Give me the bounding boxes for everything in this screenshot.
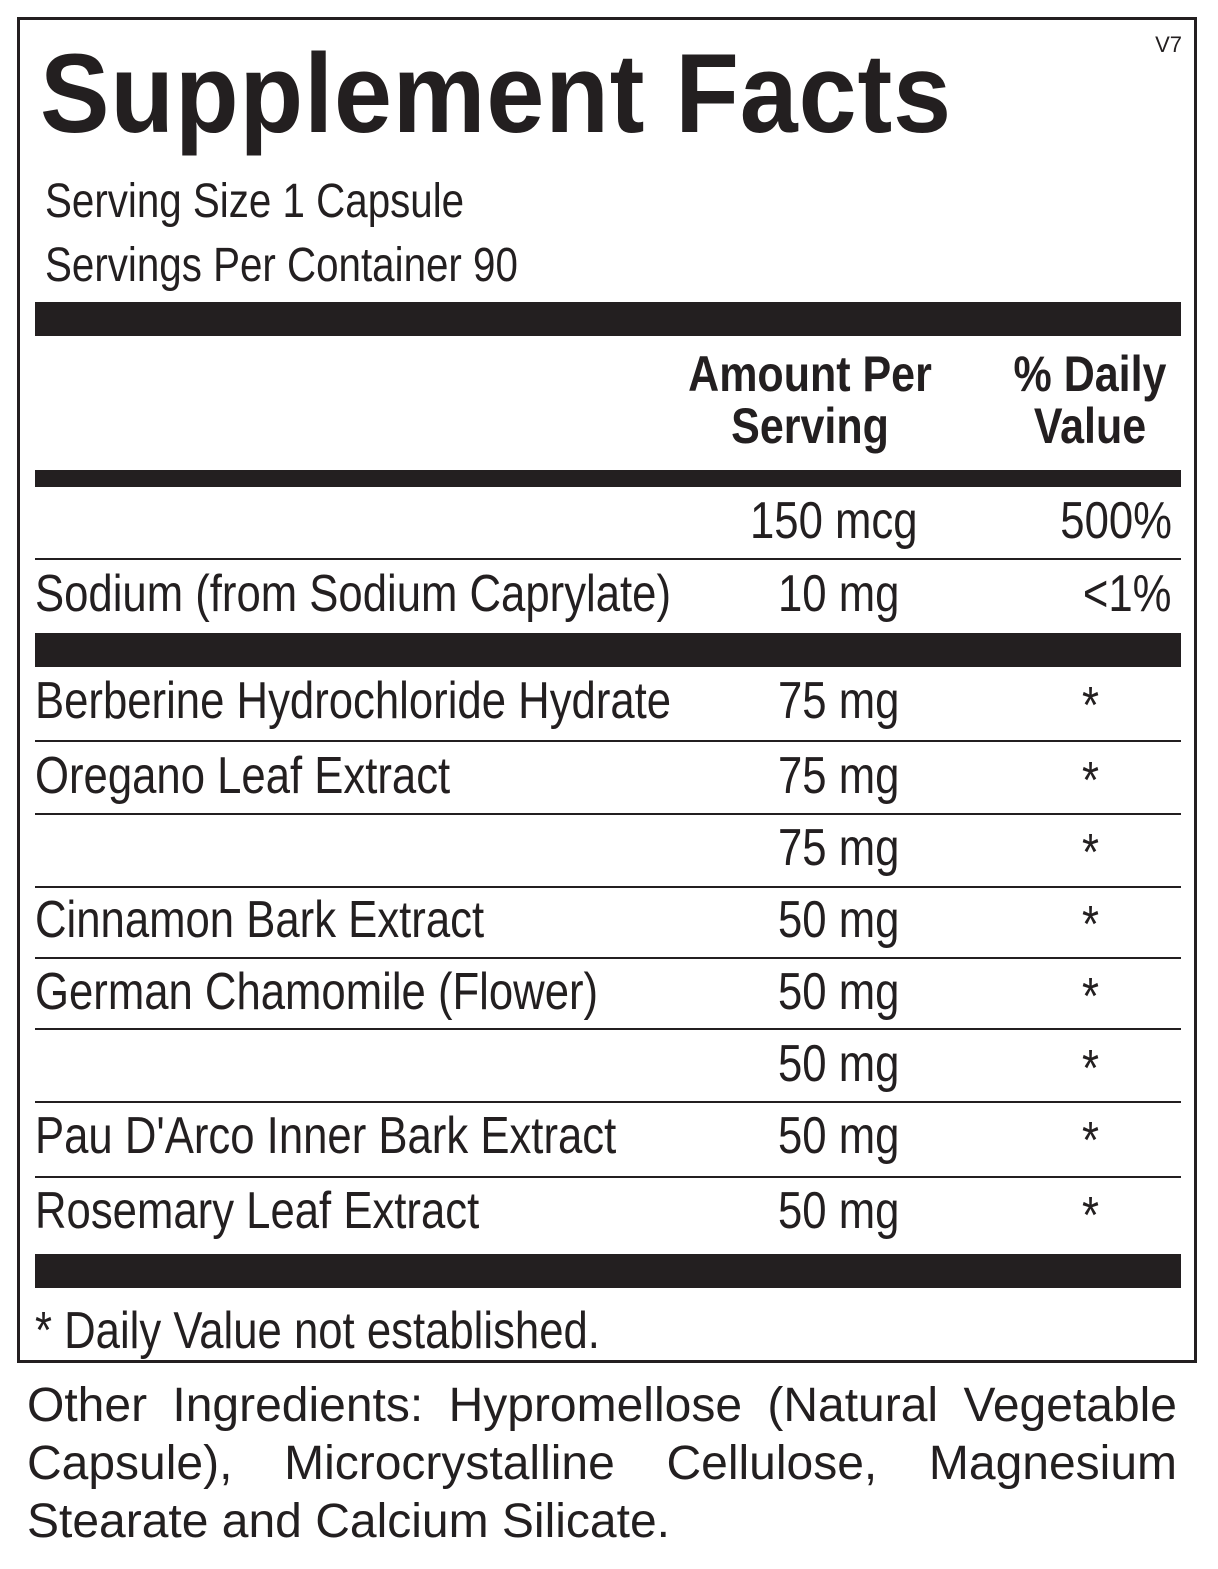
ingredient-name: Oregano Leaf Extract <box>35 747 451 805</box>
daily-value-footnote: * Daily Value not established. <box>35 1302 600 1360</box>
thick-divider-bottom <box>35 1254 1181 1288</box>
serving-size: Serving Size 1 Capsule <box>45 175 465 228</box>
ingredient-daily-value: * <box>1082 824 1100 882</box>
ingredient-daily-value: * <box>1082 968 1100 1026</box>
ingredient-daily-value: * <box>1082 1112 1100 1170</box>
ingredient-name: Rosemary Leaf Extract <box>35 1182 480 1240</box>
other-ingredients: Other Ingredients: Hypromellose (Natural Vegetable Capsule), Microcrystalline Cellulose, Magnesium Stearate and Calcium Silicate. <box>27 1379 1177 1548</box>
ingredient-name: German Chamomile (Flower) <box>35 963 599 1021</box>
panel-title: Supplement Facts <box>40 31 952 156</box>
nutrient-amount: 10 mg <box>778 565 900 623</box>
servings-per-container: Servings Per Container 90 <box>45 239 518 292</box>
thick-divider-middle <box>35 633 1181 667</box>
ingredient-daily-value: * <box>1082 752 1100 810</box>
nutrient-daily-value: 500% <box>1060 492 1172 550</box>
ingredient-amount: 50 mg <box>778 963 900 1021</box>
ingredient-amount: 75 mg <box>778 819 900 877</box>
row-divider <box>35 740 1181 742</box>
amount-header-line1: Amount Per <box>688 346 932 402</box>
ingredient-amount: 50 mg <box>778 1035 900 1093</box>
ingredient-amount: 50 mg <box>778 1107 900 1165</box>
row-divider <box>35 558 1181 560</box>
version-code: V7 <box>1155 32 1182 57</box>
ingredient-amount: 75 mg <box>778 747 900 805</box>
ingredient-daily-value: * <box>1082 896 1100 954</box>
row-divider <box>35 1176 1181 1178</box>
dv-header-line1: % Daily <box>1013 346 1167 402</box>
row-divider <box>35 957 1181 959</box>
nutrient-daily-value: <1% <box>1083 565 1172 623</box>
ingredient-daily-value: * <box>1082 1187 1100 1245</box>
nutrient-name: Sodium (from Sodium Caprylate) <box>35 565 672 623</box>
nutrient-amount: 150 mcg <box>750 492 918 550</box>
thick-divider-top <box>35 302 1181 336</box>
daily-value-header <box>1004 348 1176 452</box>
ingredient-amount: 50 mg <box>778 891 900 949</box>
ingredient-name: Pau D'Arco Inner Bark Extract <box>35 1107 617 1165</box>
row-divider <box>35 813 1181 815</box>
ingredient-amount: 50 mg <box>778 1182 900 1240</box>
supplement-facts-panel <box>17 17 1197 1363</box>
ingredient-name: Cinnamon Bark Extract <box>35 891 485 949</box>
ingredient-amount: 75 mg <box>778 672 900 730</box>
ingredient-name: Berberine Hydrochloride Hydrate <box>35 672 672 730</box>
dv-header-line2: Value <box>1033 398 1147 454</box>
ingredient-daily-value: * <box>1082 1040 1100 1098</box>
row-divider <box>35 886 1181 888</box>
row-divider <box>35 1101 1181 1103</box>
row-divider <box>35 1028 1181 1030</box>
amount-per-serving-header <box>681 348 939 452</box>
amount-header-line2: Serving <box>731 398 889 454</box>
ingredient-daily-value: * <box>1082 677 1100 735</box>
medium-divider <box>35 470 1181 487</box>
